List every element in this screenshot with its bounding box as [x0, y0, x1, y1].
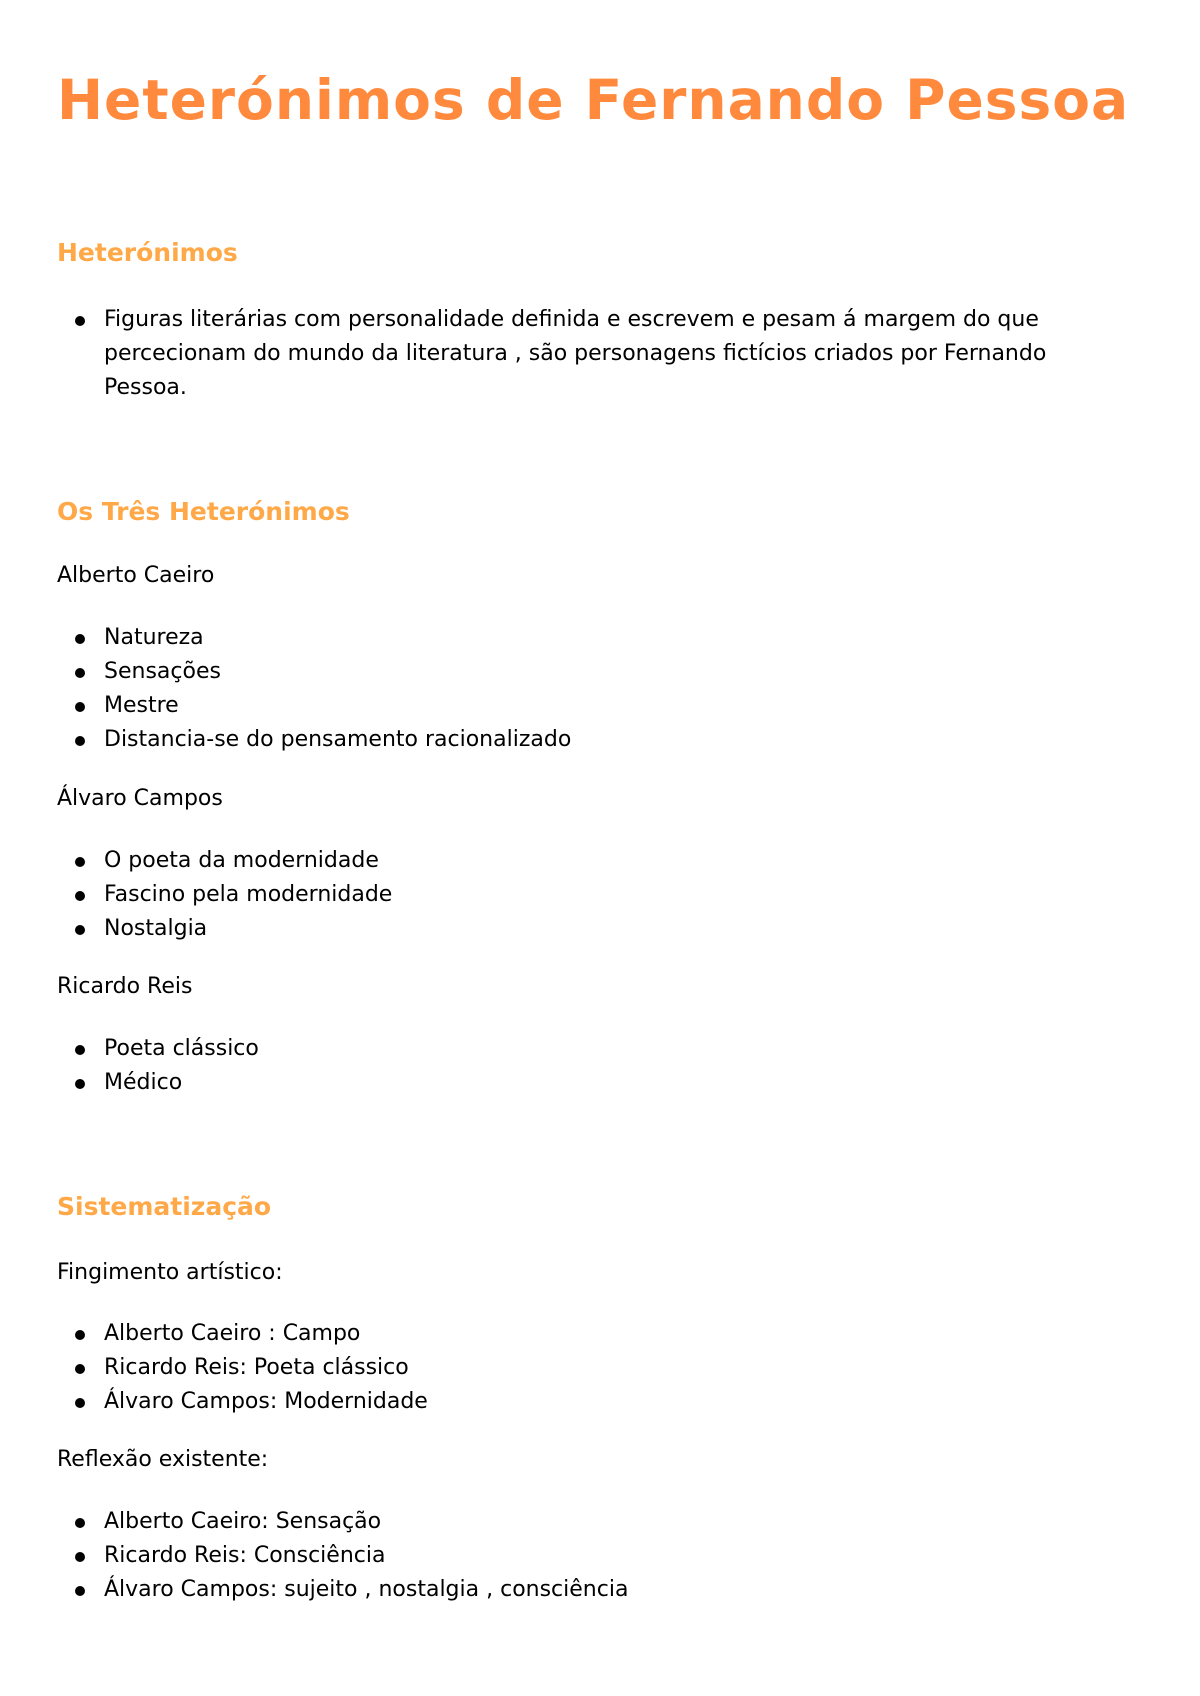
list-item: Álvaro Campos: sujeito , nostalgia , consciência: [57, 1573, 1117, 1607]
list-item: Ricardo Reis: Poeta clássico: [57, 1351, 1117, 1385]
reflexao-existente-list: [57, 1505, 1117, 1607]
section-heading-heteronimos: Heterónimos: [57, 238, 238, 267]
list-item: Álvaro Campos: Modernidade: [57, 1385, 1117, 1419]
ricardo-reis-list: [57, 1032, 1117, 1100]
bullet-icon: [75, 316, 85, 326]
bullet-icon: [75, 891, 85, 901]
list-item: Médico: [57, 1066, 1117, 1100]
list-item: Figuras literárias com personalidade definida e escrevem e pesam á margem do que percecionam do mundo da literatura , são personagens fictícios criados por Fernando Pessoa.: [57, 303, 1104, 405]
list-item: Natureza: [57, 621, 1117, 655]
list-item: Mestre: [57, 689, 1117, 723]
bullet-icon: [75, 1586, 85, 1596]
heteronimos-list: [57, 303, 1117, 405]
bullet-icon: [75, 736, 85, 746]
bullet-icon: [75, 668, 85, 678]
list-item: Alberto Caeiro : Campo: [57, 1317, 1117, 1351]
list-item: Distancia-se do pensamento racionalizado: [57, 723, 1117, 757]
list-item: Fascino pela modernidade: [57, 878, 1117, 912]
list-item: Sensações: [57, 655, 1117, 689]
bullet-icon: [75, 1079, 85, 1089]
list-item: Nostalgia: [57, 912, 1117, 946]
bullet-icon: [75, 925, 85, 935]
group-label-fingimento-artistico: Fingimento artístico:: [57, 1260, 283, 1285]
bullet-icon: [75, 1518, 85, 1528]
section-heading-sistematizacao: Sistematização: [57, 1192, 272, 1221]
page-title: Heterónimos de Fernando Pessoa: [57, 68, 1130, 132]
fingimento-artistico-list: [57, 1317, 1117, 1419]
list-item: Poeta clássico: [57, 1032, 1117, 1066]
alberto-caeiro-list: [57, 621, 1117, 757]
bullet-icon: [75, 634, 85, 644]
section-heading-tres-heteronimos: Os Três Heterónimos: [57, 497, 350, 526]
bullet-icon: [75, 1045, 85, 1055]
list-item: O poeta da modernidade: [57, 844, 1117, 878]
bullet-icon: [75, 1552, 85, 1562]
group-label-alvaro-campos: Álvaro Campos: [57, 786, 223, 811]
list-item: Ricardo Reis: Consciência: [57, 1539, 1117, 1573]
bullet-icon: [75, 1330, 85, 1340]
bullet-icon: [75, 1398, 85, 1408]
bullet-icon: [75, 702, 85, 712]
bullet-icon: [75, 857, 85, 867]
list-item: Alberto Caeiro: Sensação: [57, 1505, 1117, 1539]
alvaro-campos-list: [57, 844, 1117, 946]
group-label-ricardo-reis: Ricardo Reis: [57, 974, 193, 999]
bullet-icon: [75, 1364, 85, 1374]
group-label-reflexao-existente: Reflexão existente:: [57, 1447, 269, 1472]
group-label-alberto-caeiro: Alberto Caeiro: [57, 563, 215, 588]
